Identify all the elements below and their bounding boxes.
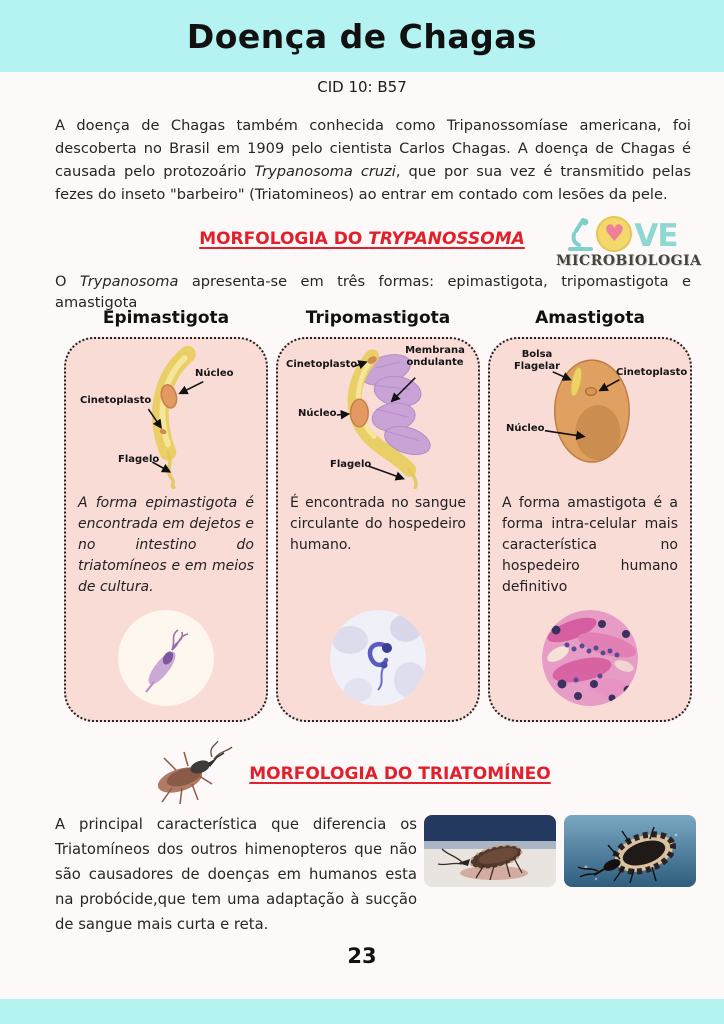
tripomastigota-description: É encontrada no sangue circulante do hospedeiro humano. bbox=[290, 495, 466, 553]
section-triatomineo-heading-row bbox=[240, 764, 560, 784]
tripomastigota-micrograph bbox=[330, 610, 426, 706]
label-cinetoplasto: Cinetoplasto bbox=[616, 367, 688, 378]
label-cinetoplasto: Cinetoplasto bbox=[286, 359, 358, 370]
label-nucleo: Núcleo bbox=[298, 408, 337, 419]
heading-italic: TRYPANOSSOMA bbox=[368, 229, 525, 249]
triatomine-photo-top-view-image bbox=[564, 815, 696, 887]
intro-paragraph bbox=[55, 114, 691, 206]
label-flagelo: Flagelo bbox=[118, 454, 160, 465]
forms-intro-1: O bbox=[55, 273, 80, 290]
logo-ve-text: VE bbox=[634, 218, 678, 254]
form-column-titles bbox=[64, 308, 692, 328]
intro-text-2: , que por sua vez é transmitido pelas fezes do inseto "barbeiro" (Triatomineos) ao entrar em contado com lesões da pele. bbox=[55, 163, 691, 203]
label-bolsa-flagelar: Bolsa Flagelar bbox=[513, 349, 561, 372]
intro-species-name: Trypanosoma cruzi bbox=[254, 163, 396, 180]
label-nucleo: Núcleo bbox=[195, 368, 234, 379]
logo-subtitle: MICROBIOLOGIA bbox=[556, 253, 702, 269]
page-number: 23 bbox=[347, 944, 377, 968]
forms-intro-paragraph bbox=[55, 271, 691, 313]
intro-text-1: A doença de Chagas também conhecida como Tripanossomíase americana, foi descoberta no Brasil em 1909 pelo cientista Carlos Chagas. A doença de Chagas é causada pelo protozoário bbox=[55, 117, 691, 180]
tripomastigota-title: Tripomastigota bbox=[305, 308, 451, 328]
love-microbiologia-logo bbox=[556, 210, 702, 269]
microscope-icon bbox=[568, 216, 594, 252]
form-cards bbox=[64, 337, 692, 722]
amastigota-diagram bbox=[490, 339, 690, 489]
label-cinetoplasto: Cinetoplasto bbox=[80, 395, 152, 406]
footer-banner bbox=[0, 999, 724, 1024]
epimastigota-card bbox=[64, 337, 268, 722]
page-title: Doença de Chagas bbox=[186, 16, 538, 56]
triatomine-photo-top-view bbox=[564, 815, 696, 887]
epimastigota-micrograph bbox=[118, 610, 214, 706]
label-membrana-ondulante: Membrana ondulante bbox=[405, 345, 465, 368]
label-flagelo: Flagelo bbox=[330, 459, 372, 470]
kissing-bug-icon bbox=[136, 738, 236, 810]
header-banner bbox=[0, 0, 724, 72]
tripomastigota-card bbox=[276, 337, 480, 722]
amastigota-micrograph bbox=[542, 610, 638, 706]
epimastigota-description: A forma epimastigota é encontrada em dejetos e no intestino do triatomíneos e em meios de cultura. bbox=[78, 495, 254, 595]
epimastigota-title: Epimastigota bbox=[102, 308, 230, 328]
triatomine-photo-side-view bbox=[424, 815, 556, 887]
amastigota-micrograph-image bbox=[542, 610, 638, 706]
epimastigota-illustration bbox=[66, 339, 266, 489]
amastigota-card bbox=[488, 337, 692, 722]
label-nucleo: Núcleo bbox=[506, 423, 545, 434]
epimastigota-diagram bbox=[66, 339, 266, 489]
triatomine-photo-side-view-image bbox=[424, 815, 556, 887]
amastigota-description: A forma amastigota é a forma intra-celular mais característica no hospedeiro humano definitivo bbox=[502, 495, 678, 595]
amastigota-title: Amastigota bbox=[535, 308, 645, 328]
logo-wordmark bbox=[556, 210, 690, 252]
forms-intro-species: Trypanosoma bbox=[79, 273, 179, 290]
heart-icon: ♥ bbox=[604, 220, 625, 247]
cid-code: CID 10: B57 bbox=[317, 78, 407, 96]
heading-prefix: MORFOLOGIA DO bbox=[199, 229, 369, 249]
forms-intro-2: apresenta-se em três formas: epimastigota, tripomastigota e amastigota bbox=[55, 273, 691, 311]
logo-o-circle bbox=[596, 216, 632, 252]
triatomineo-paragraph: A principal característica que diferencia os Triatomíneos dos outros himenopteros que não são causadores de doenças em humanos esta na probócide,que tem uma adaptação à sucção de sangue mais curta e reta. bbox=[55, 816, 417, 933]
epimastigota-micrograph-image bbox=[118, 610, 214, 706]
section-heading-triatomineo: MORFOLOGIA DO TRIATOMÍNEO bbox=[249, 764, 551, 784]
tripomastigota-micrograph-image bbox=[330, 610, 426, 706]
tripomastigota-diagram bbox=[278, 339, 478, 489]
